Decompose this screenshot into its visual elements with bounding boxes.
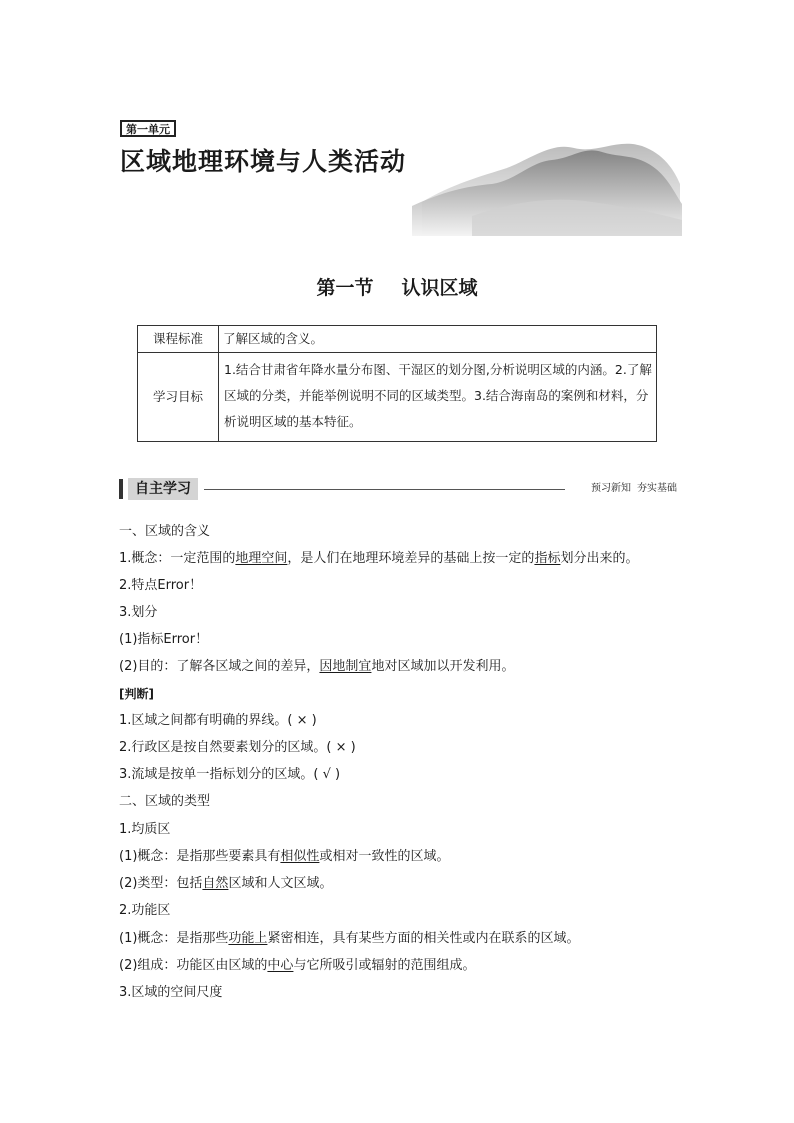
mountain-illustration	[412, 132, 682, 236]
underlined-term: 中心	[267, 958, 294, 973]
table-head-goals: 学习目标	[138, 353, 219, 442]
underlined-term: 地理空间	[235, 551, 288, 566]
judge-item: 3.流域是按单一指标划分的区域。( √ )	[119, 767, 341, 782]
judge-heading: [判断]	[119, 687, 154, 701]
functional-composition: (2)组成：功能区由区域的中心与它所吸引或辐射的范围组成。	[119, 958, 476, 973]
section-name: 认识区域	[401, 277, 478, 299]
table-row	[138, 326, 657, 353]
division-line: 3.划分	[119, 605, 158, 620]
homogeneous-types: (2)类型：包括自然区域和人文区域。	[119, 876, 333, 891]
table-row	[138, 353, 657, 442]
scale-heading: 3.区域的空间尺度	[119, 985, 223, 1000]
table-head-standard: 课程标准	[138, 326, 219, 353]
homogeneous-concept: (1)概念：是指那些要素具有相似性或相对一致性的区域。	[119, 849, 450, 864]
band-subtitle-b: 夯实基础	[637, 483, 677, 494]
standards-table	[137, 325, 657, 442]
heading-types: 二、区域的类型	[119, 794, 211, 809]
underlined-term: 因地制宜	[319, 659, 372, 674]
homogeneous-heading: 1.均质区	[119, 822, 171, 837]
underlined-term: 自然	[202, 876, 229, 891]
underlined-term: 指标	[534, 551, 561, 566]
functional-concept: (1)概念：是指那些功能上紧密相连，具有某些方面的相关性或内在联系的区域。	[119, 931, 580, 946]
judge-item: 1.区域之间都有明确的界线。( × )	[119, 713, 317, 728]
table-cell-goals: 1.结合甘肃省年降水量分布图、干湿区的划分图,分析说明区域的内涵。2.了解区域的分类，并能举例说明不同的区域类型。3.结合海南岛的案例和材料，分析说明区域的基本特征。	[219, 353, 657, 442]
underlined-term: 功能上	[228, 931, 268, 946]
underlined-term: 相似性	[280, 849, 320, 864]
heading-definition: 一、区域的含义	[119, 524, 211, 539]
functional-heading: 2.功能区	[119, 903, 171, 918]
section-number: 第一节	[316, 277, 374, 299]
band-divider	[204, 489, 565, 490]
band-subtitle-a: 预习新知	[591, 483, 631, 494]
band-label: 自主学习	[128, 478, 198, 500]
indicator-line: (1)指标Error！	[119, 632, 209, 647]
judge-item: 2.行政区是按自然要素划分的区域。( × )	[119, 740, 356, 755]
table-cell-standard: 了解区域的含义。	[219, 326, 657, 353]
purpose-line: (2)目的：了解各区域之间的差异，因地制宜地对区域加以开发利用。	[119, 659, 515, 674]
concept-line: 1.概念：一定范围的地理空间，是人们在地理环境差异的基础上按一定的指标划分出来的。	[119, 551, 639, 566]
band-subtitle	[591, 481, 677, 497]
unit-tag: 第一单元	[120, 120, 176, 137]
feature-line: 2.特点Error！	[119, 578, 203, 593]
section-band	[119, 478, 677, 500]
unit-title: 区域地理环境与人类活动	[120, 147, 407, 176]
band-bar	[119, 479, 123, 499]
section-title	[0, 274, 794, 302]
